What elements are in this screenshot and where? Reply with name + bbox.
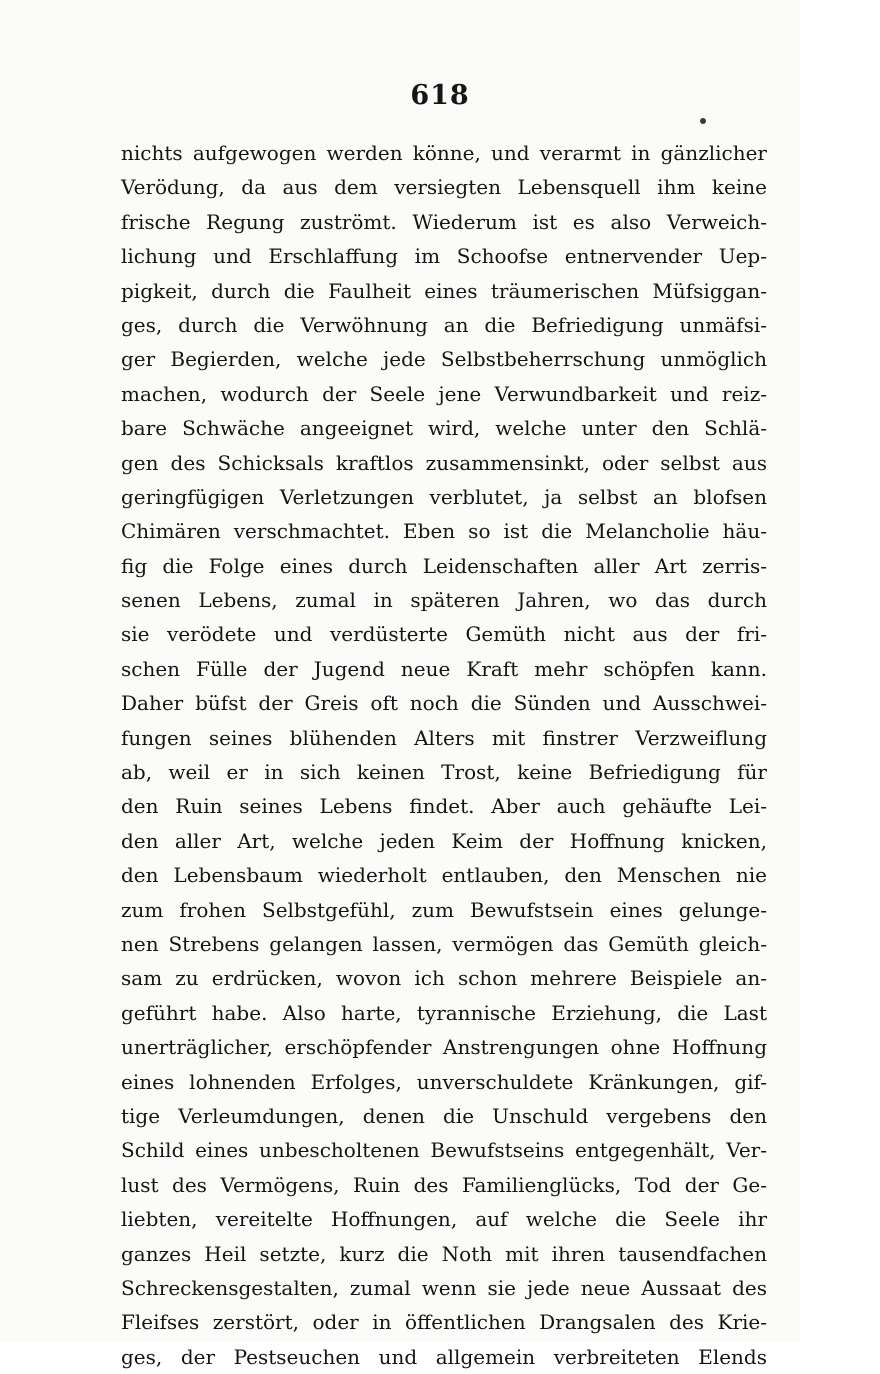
page-number: 618: [410, 80, 470, 111]
text-line: zum frohen Selbstgefühl, zum Bewufstsein eines gelunge-: [121, 897, 767, 922]
body-text: [121, 136, 767, 1374]
text-line: nichts aufgewogen werden könne, und verarmt in gänzlicher: [121, 141, 767, 165]
text-line: den Lebensbaum wiederholt entlauben, den Menschen nie: [121, 863, 767, 888]
text-line: lust des Vermögens, Ruin des Familienglücks, Tod der Ge-: [121, 1172, 767, 1197]
text-line: liebten, vereitelte Hoffnungen, auf welche die Seele ihr: [121, 1207, 767, 1232]
text-line: Schreckensgestalten, zumal wenn sie jede neue Aussaat des: [121, 1275, 767, 1300]
text-line: Schild eines unbescholtenen Bewufstseins entgegenhält, Ver-: [121, 1138, 767, 1163]
text-line: Fleifses zerstört, oder in öffentlichen Drangsalen des Krie-: [121, 1310, 767, 1335]
text-line: tige Verleumdungen, denen die Unschuld vergebens den: [121, 1103, 767, 1128]
text-line: Verödung, da aus dem versiegten Lebensquell ihm keine: [121, 175, 767, 200]
text-line: gen des Schicksals kraftlos zusammensinkt, oder selbst aus: [121, 450, 767, 475]
text-line: bare Schwäche angeeignet wird, welche unter den Schlä-: [121, 416, 767, 441]
text-line: den aller Art, welche jeden Keim der Hoffnung knicken,: [121, 828, 767, 853]
text-line: Chimären verschmachtet. Eben so ist die Melancholie häu-: [121, 519, 767, 544]
text-line: ganzes Heil setzte, kurz die Noth mit ihren tausendfachen: [121, 1241, 767, 1266]
text-line: schen Fülle der Jugend neue Kraft mehr schöpfen kann.: [121, 656, 767, 681]
ink-speck: [700, 118, 706, 124]
text-line: machen, wodurch der Seele jene Verwundbarkeit und reiz-: [121, 381, 767, 406]
text-line: den Ruin seines Lebens findet. Aber auch gehäufte Lei-: [121, 794, 767, 819]
text-line: Daher büfst der Greis oft noch die Sünden und Ausschwei-: [121, 691, 767, 716]
text-line: ges, der Pestseuchen und allgemein verbreiteten Elends: [121, 1344, 767, 1369]
text-line: sie verödete und verdüsterte Gemüth nicht aus der fri-: [121, 622, 767, 647]
text-line: ges, durch die Verwöhnung an die Befriedigung unmäfsi-: [121, 312, 767, 337]
text-line: ab, weil er in sich keinen Trost, keine Befriedigung für: [121, 760, 767, 785]
text-line: ger Begierden, welche jede Selbstbeherrschung unmöglich: [121, 347, 767, 372]
text-line: pigkeit, durch die Faulheit eines träumerischen Müfsiggan-: [121, 278, 767, 303]
text-line: eines lohnenden Erfolges, unverschuldete Kränkungen, gif-: [121, 1069, 767, 1094]
text-line: fig die Folge eines durch Leidenschaften aller Art zerris-: [121, 553, 767, 578]
text-line: geringfügigen Verletzungen verblutet, ja selbst an blofsen: [121, 484, 767, 509]
text-line: frische Regung zuströmt. Wiederum ist es also Verweich-: [121, 209, 767, 234]
text-line: unerträglicher, erschöpfender Anstrengungen ohne Hoffnung: [121, 1035, 767, 1060]
text-line: fungen seines blühenden Alters mit finstrer Verzweiflung: [121, 725, 767, 750]
text-line: geführt habe. Also harte, tyrannische Erziehung, die Last: [121, 1000, 767, 1025]
text-line: lichung und Erschlaffung im Schoofse entnervender Uep-: [121, 244, 767, 269]
text-line: nen Strebens gelangen lassen, vermögen das Gemüth gleich-: [121, 931, 767, 956]
text-line: senen Lebens, zumal in späteren Jahren, wo das durch: [121, 588, 767, 613]
text-line: sam zu erdrücken, wovon ich schon mehrere Beispiele an-: [121, 966, 767, 991]
